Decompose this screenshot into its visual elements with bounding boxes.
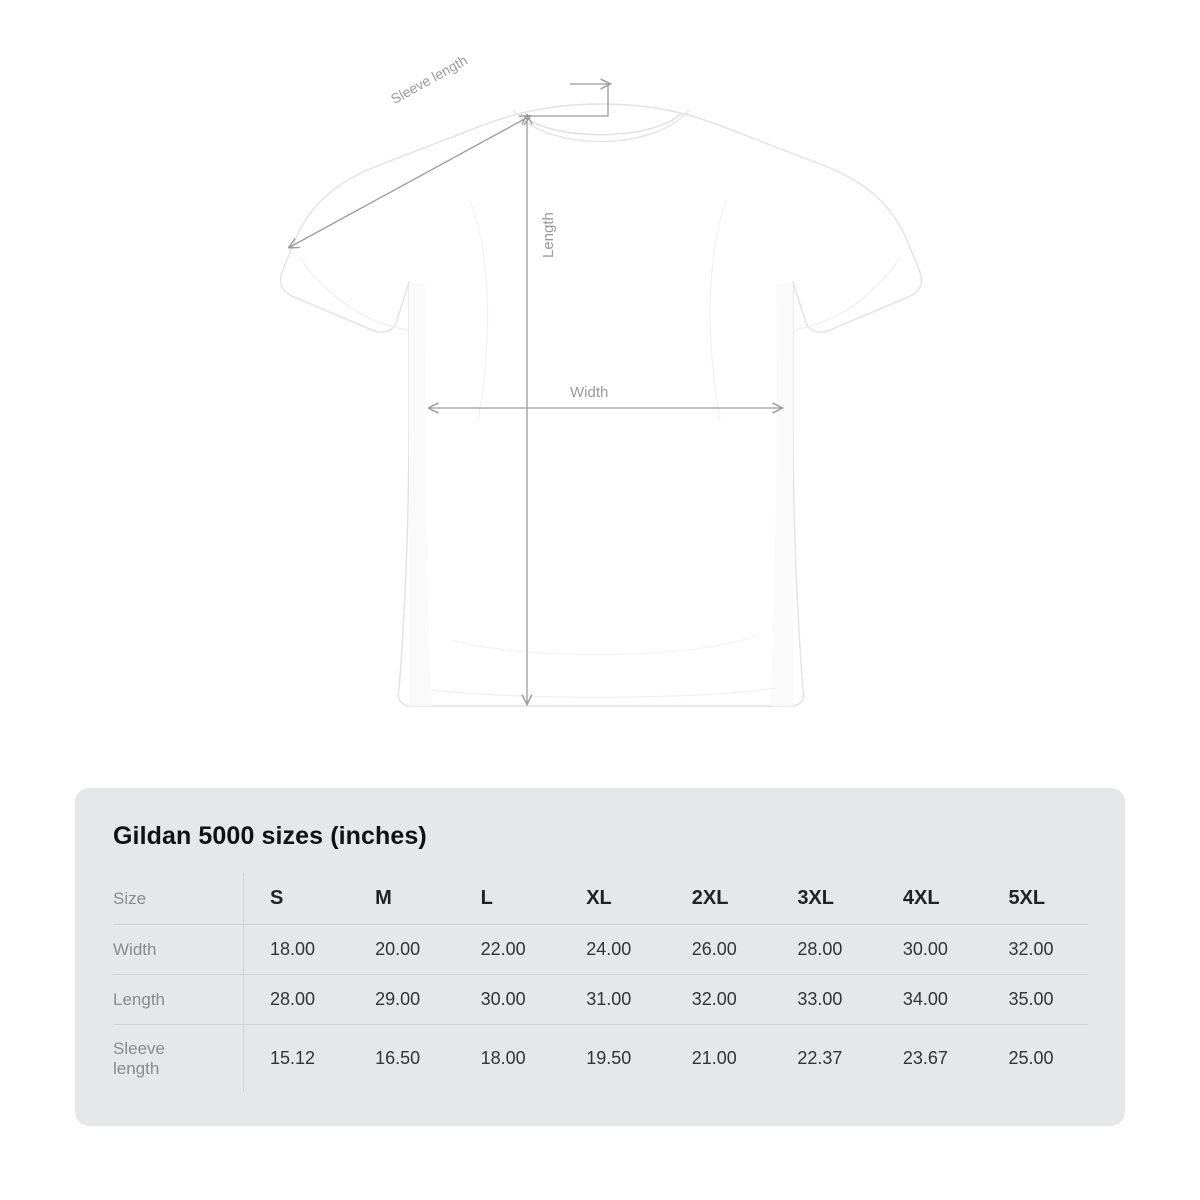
column-header-2xl: 2XL [666, 873, 772, 925]
cell-sleeve-m: 16.50 [375, 1048, 421, 1069]
size-chart-title: Gildan 5000 sizes (inches) [113, 822, 427, 850]
cell-width-3xl: 28.00 [771, 925, 877, 975]
cell-sleeve-5xl: 25.00 [1008, 1048, 1054, 1069]
cell-width-5xl: 32.00 [982, 925, 1088, 975]
row-label-length: Length [113, 975, 244, 1025]
cell-length-3xl: 33.00 [771, 975, 877, 1025]
column-header-l: L [455, 873, 561, 925]
cell-length-s: 28.00 [244, 975, 350, 1025]
cell-sleeve-l: 18.00 [480, 1048, 526, 1069]
table-header-row [113, 873, 1088, 925]
column-header-s: S [244, 873, 350, 925]
cell-length-5xl: 35.00 [982, 975, 1088, 1025]
cell-width-l: 22.00 [455, 925, 561, 975]
cell-width-xl: 24.00 [560, 925, 666, 975]
cell-sleeve-s: 15.12 [270, 1048, 316, 1069]
cell-width-s: 18.00 [244, 925, 350, 975]
cell-sleeve-xl: 19.50 [586, 1048, 632, 1069]
cell-width-m: 20.00 [349, 925, 455, 975]
cell-length-l: 30.00 [455, 975, 561, 1025]
tshirt-illustration [281, 104, 922, 706]
cell-length-m: 29.00 [349, 975, 455, 1025]
column-header-5xl: 5XL [982, 873, 1088, 925]
size-chart-card [75, 788, 1125, 1126]
column-header-m: M [349, 873, 455, 925]
cell-length-4xl: 34.00 [877, 975, 983, 1025]
length-label: Length [540, 212, 557, 258]
column-header-xl: XL [560, 873, 666, 925]
width-label: Width [570, 384, 609, 401]
cell-sleeve-4xl: 23.67 [902, 1048, 948, 1069]
cell-sleeve-2xl: 21.00 [691, 1048, 737, 1069]
size-table [113, 873, 1088, 1092]
cell-width-4xl: 30.00 [877, 925, 983, 975]
row-label-width: Width [113, 925, 244, 975]
table-row [113, 1025, 1088, 1093]
size-row-label: Size [113, 873, 244, 925]
column-header-4xl: 4XL [877, 873, 983, 925]
table-row [113, 975, 1088, 1025]
row-label-sleeve-length: Sleeve length [113, 1025, 244, 1093]
cell-length-2xl: 32.00 [666, 975, 772, 1025]
cell-width-2xl: 26.00 [666, 925, 772, 975]
cell-sleeve-3xl: 22.37 [797, 1048, 843, 1069]
cell-length-xl: 31.00 [560, 975, 666, 1025]
column-header-3xl: 3XL [771, 873, 877, 925]
sleeve-length-label: Sleeve length [388, 51, 470, 107]
table-row [113, 925, 1088, 975]
